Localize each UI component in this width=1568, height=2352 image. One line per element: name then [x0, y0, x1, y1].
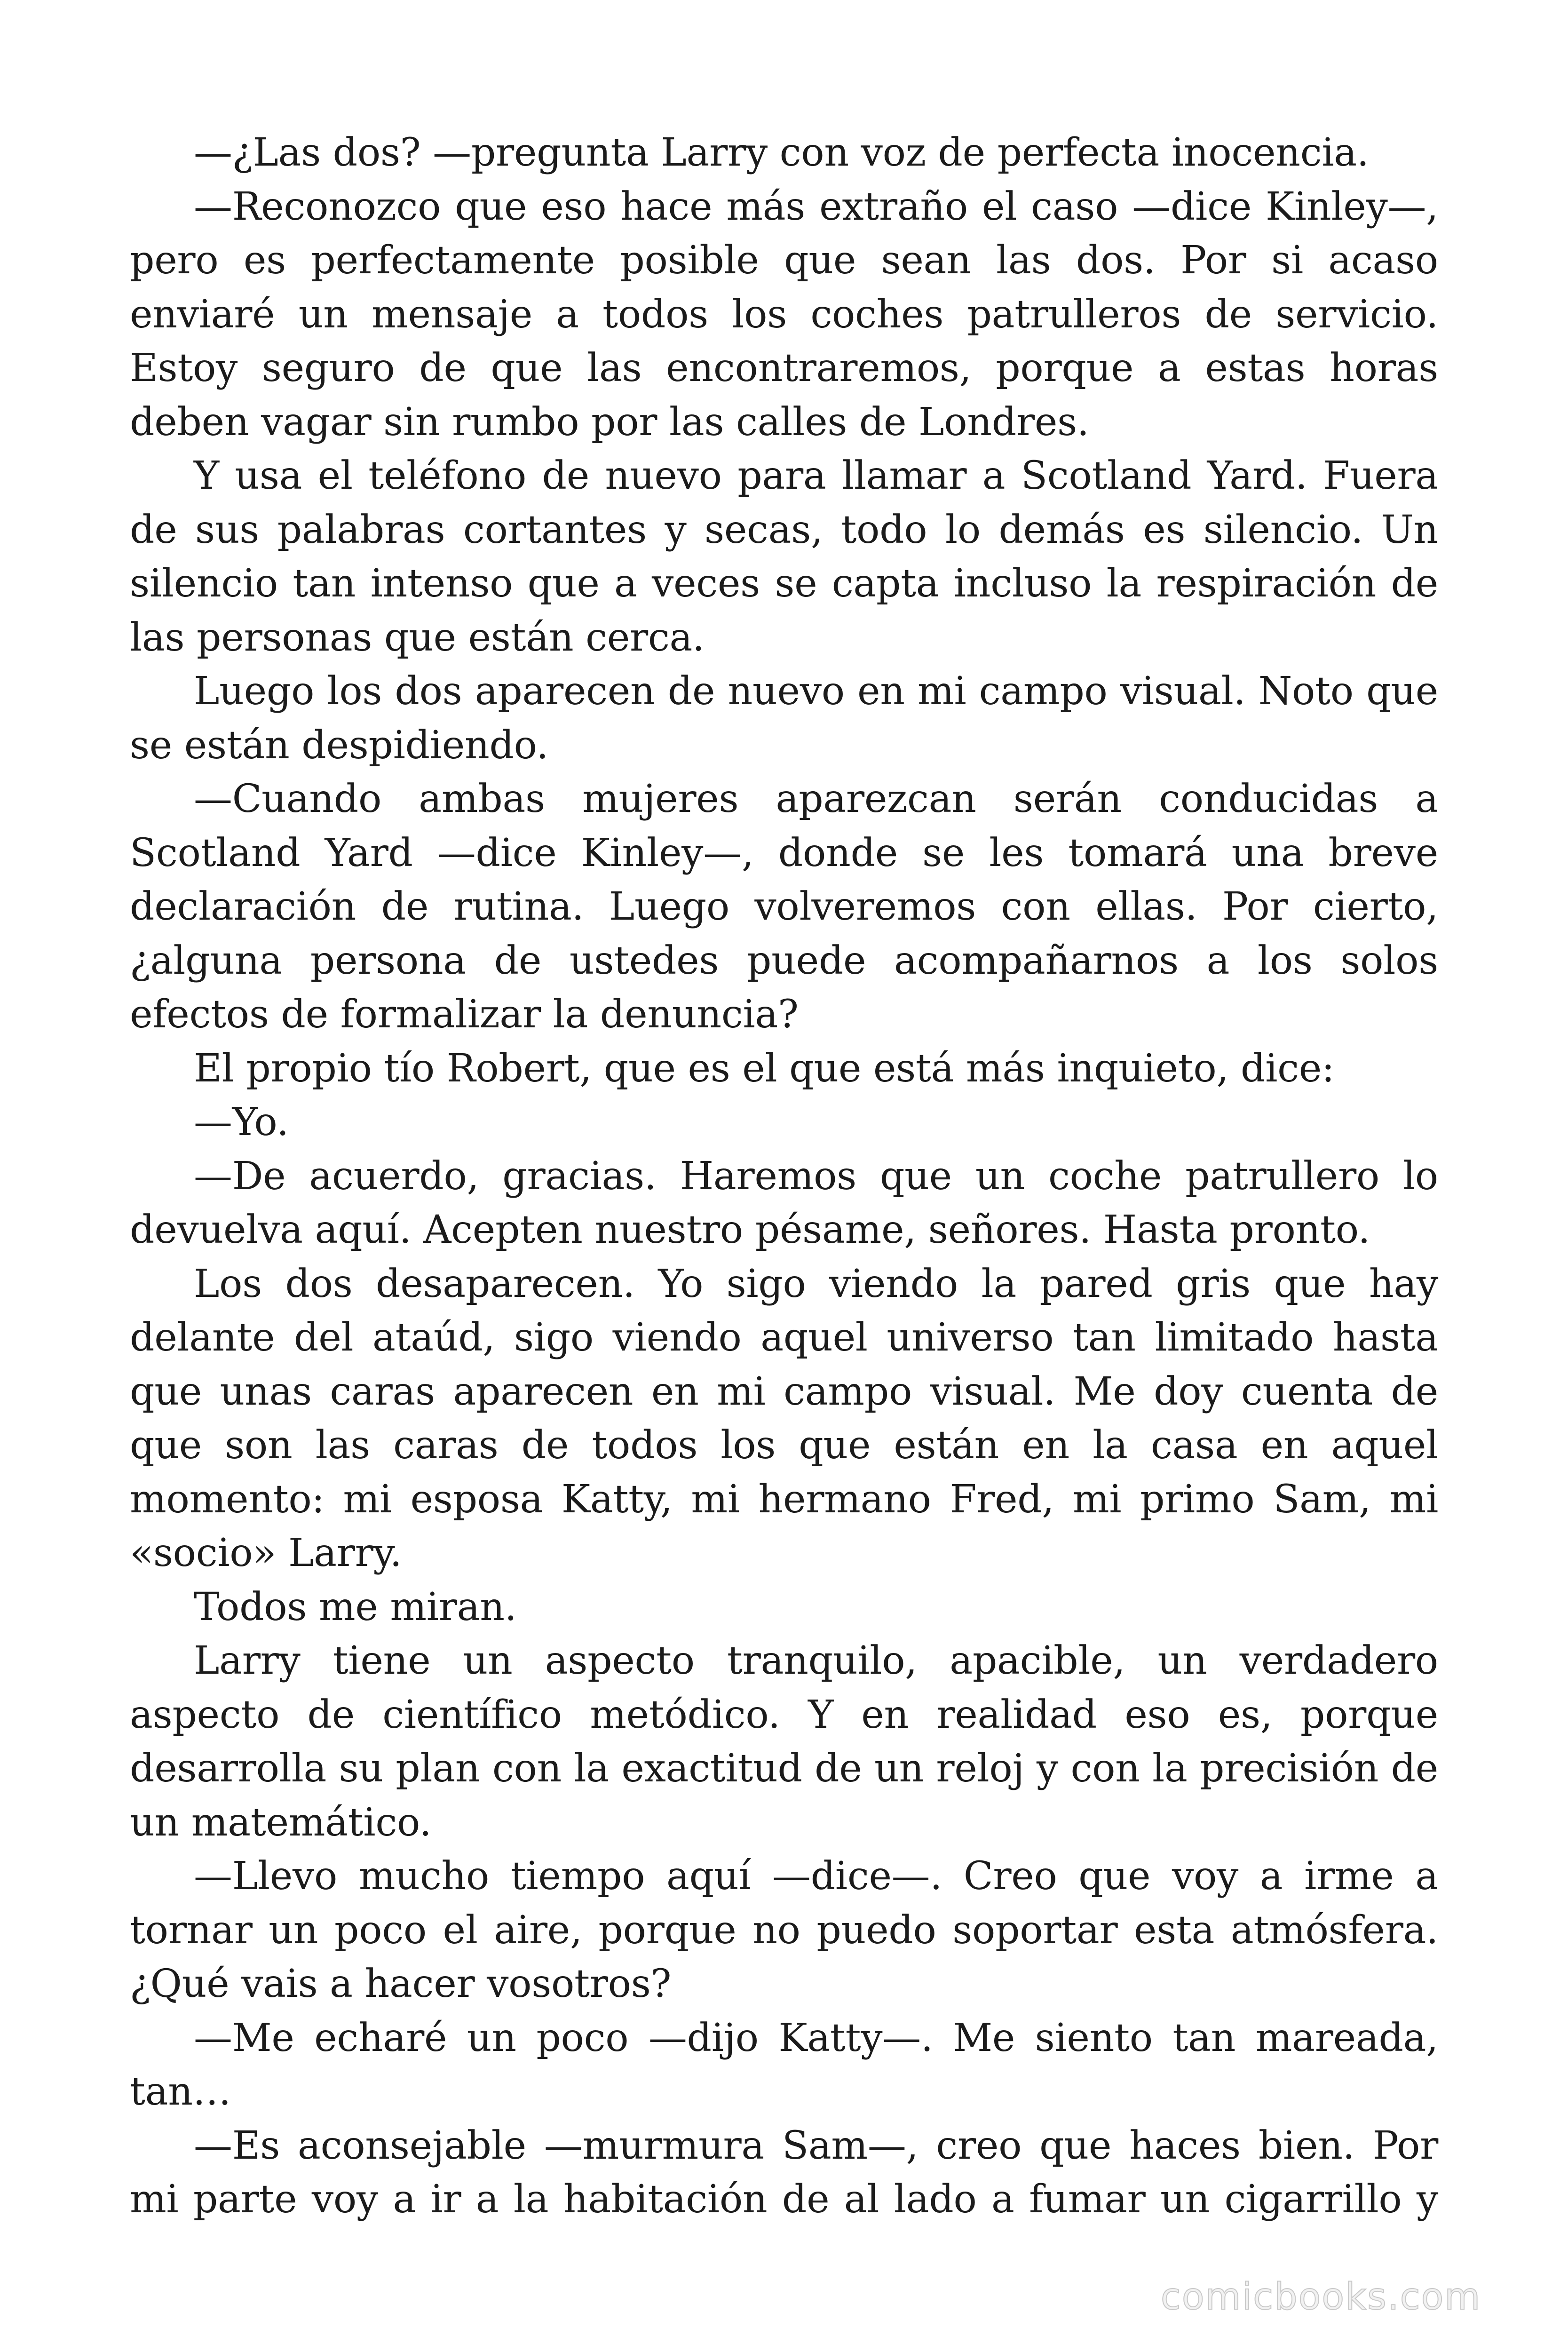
- paragraph: —Llevo mucho tiempo aquí —dice—. Creo que voy a irme a tornar un poco el aire, porque no puedo soportar esta atmósfera. ¿Qué vais a hacer vosotros?: [130, 1854, 1438, 2006]
- paragraph: —Yo.: [194, 1100, 289, 1144]
- watermark: comicbooks.com: [1161, 2276, 1481, 2318]
- paragraph: Y usa el teléfono de nuevo para llamar a Scotland Yard. Fuera de sus palabras cortantes y secas, todo lo demás es silencio. Un silencio tan intenso que a veces se capta incluso la respiración de las personas que están cerca.: [130, 453, 1438, 660]
- body-text: [130, 126, 1438, 2227]
- paragraph: Larry tiene un aspecto tranquilo, apacible, un verdadero aspecto de científico metódico. Y en realidad eso es, porque desarrolla su plan con la exactitud de un reloj y con la precisión de un matemático.: [130, 1638, 1438, 1845]
- paragraph: Todos me miran.: [194, 1584, 517, 1629]
- paragraph: Los dos desaparecen. Yo sigo viendo la pared gris que hay delante del ataúd, sigo viendo aquel universo tan limitado hasta que unas caras aparecen en mi campo visual. Me doy cuenta de que son las caras de todos los que están en la casa en aquel momento: mi esposa Katty, mi hermano Fred, mi primo Sam, mi «socio» Larry.: [130, 1261, 1438, 1575]
- paragraph: —¿Las dos? —pregunta Larry con voz de perfecta inocencia.: [194, 130, 1369, 175]
- paragraph: —De acuerdo, gracias. Haremos que un coche patrullero lo devuelva aquí. Acepten nuestro pésame, señores. Hasta pronto.: [130, 1153, 1438, 1252]
- paragraph: Luego los dos aparecen de nuevo en mi campo visual. Noto que se están despidiendo.: [130, 669, 1438, 768]
- paragraph: El propio tío Robert, que es el que está más inquieto, dice:: [194, 1046, 1335, 1091]
- paragraph: —Es aconsejable —murmura Sam—, creo que haces bien. Por mi parte voy a ir a la habitación de al lado a fumar un cigarrillo y: [130, 2123, 1438, 2222]
- paragraph: —Me echaré un poco —dijo Katty—. Me siento tan mareada, tan…: [130, 2015, 1438, 2114]
- paragraph: —Reconozco que eso hace más extraño el caso —dice Kinley—, pero es perfectamente posible que sean las dos. Por si acaso enviaré un mensaje a todos los coches patrulleros de servicio. Estoy seguro de que las encontraremos, porque a estas horas deben vagar sin rumbo por las calles de Londres.: [130, 184, 1438, 445]
- paragraph: —Cuando ambas mujeres aparezcan serán conducidas a Scotland Yard —dice Kinley—, donde se les tomará una breve declaración de rutina. Luego volveremos con ellas. Por cierto, ¿alguna persona de ustedes puede acompañarnos a los solos efectos de formalizar la denuncia?: [130, 777, 1438, 1037]
